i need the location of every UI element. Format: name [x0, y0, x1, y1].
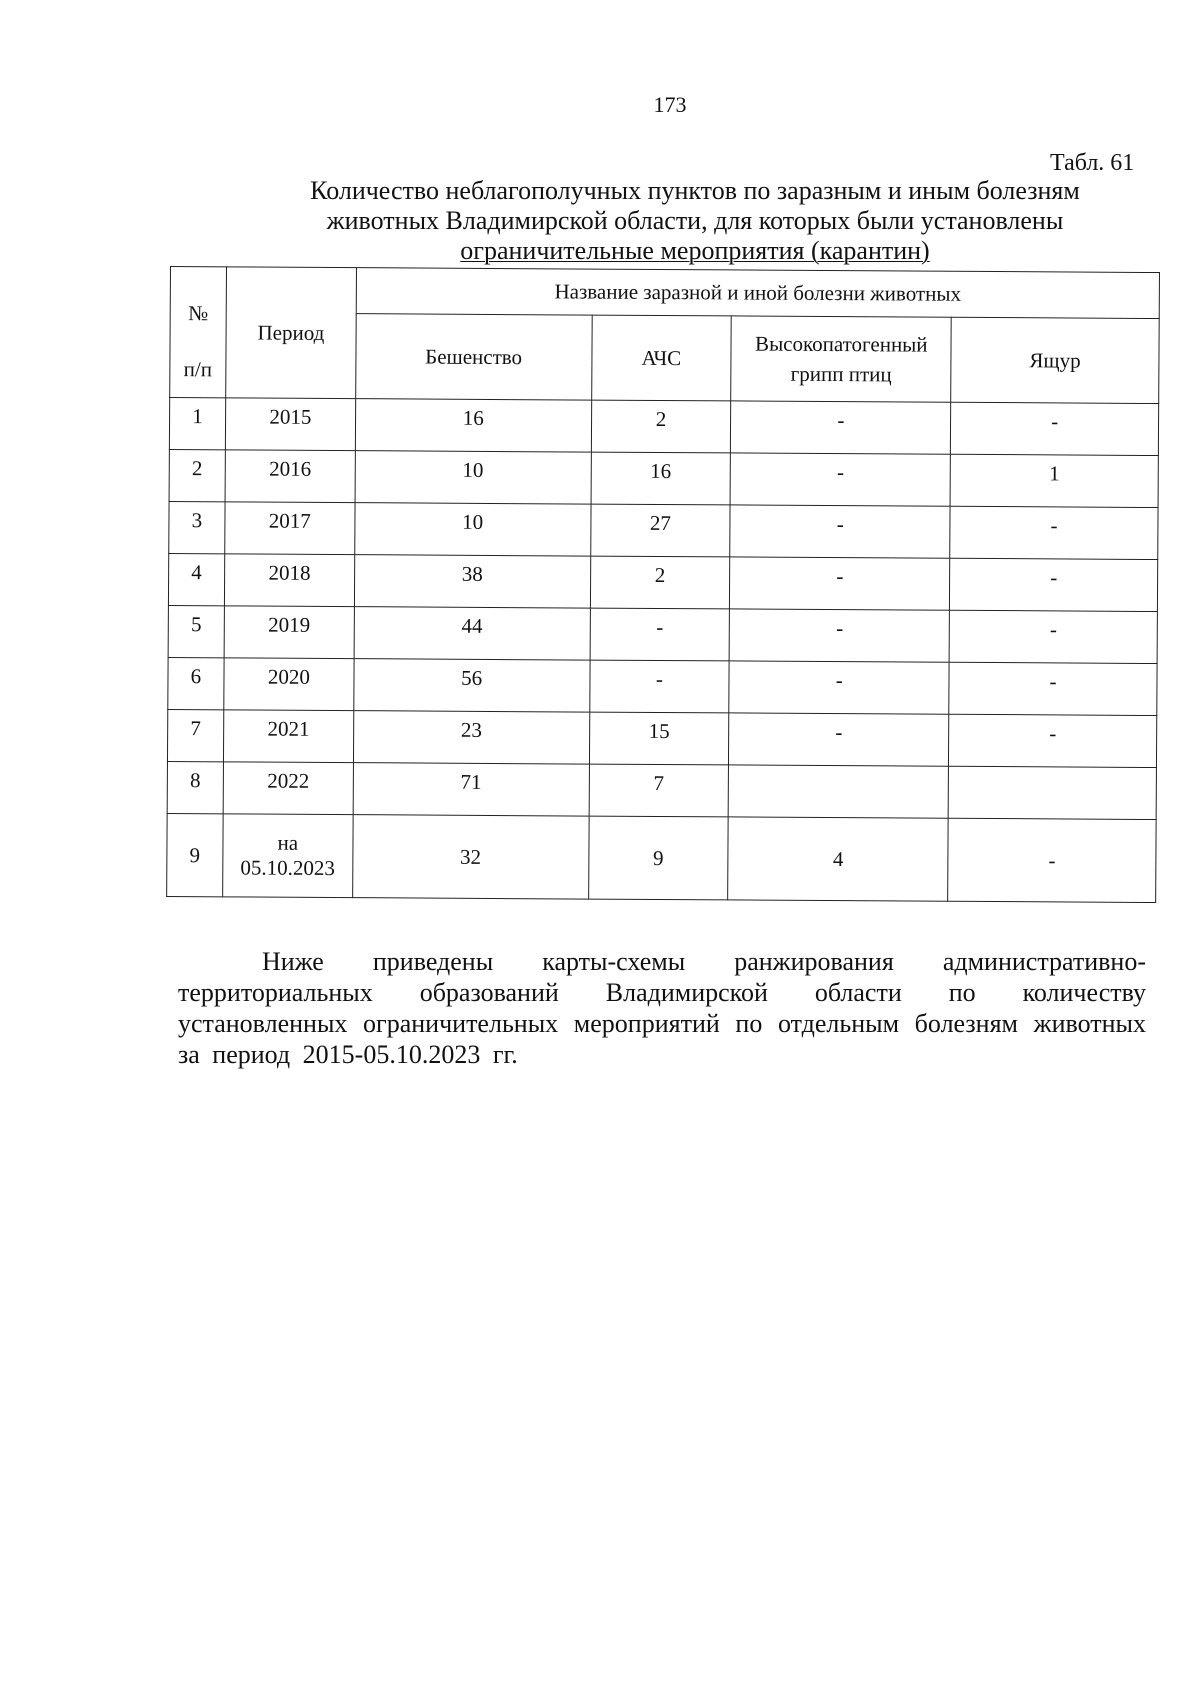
header-disease-group: Название заразной и иной болезни животных — [356, 268, 1159, 319]
cell-period: 2019 — [224, 606, 354, 659]
header-number-pp: п/п — [183, 357, 213, 382]
cell-period: 2018 — [224, 554, 354, 607]
cell-asf: 27 — [590, 504, 730, 557]
cell-avian-flu: - — [730, 557, 950, 610]
cell-rabies: 32 — [352, 815, 588, 899]
cell-rabies: 10 — [355, 451, 591, 504]
table-row — [167, 813, 1156, 902]
cell-avian-flu: - — [730, 505, 950, 558]
cell-number: 7 — [167, 709, 223, 761]
cell-period: 2022 — [223, 762, 353, 815]
cell-fmd: 1 — [950, 454, 1158, 507]
cell-rabies: 23 — [353, 711, 589, 764]
cell-period: 2017 — [225, 502, 355, 555]
table-row — [168, 553, 1157, 611]
cell-asf: 9 — [588, 816, 728, 900]
header-rabies: Бешенство — [356, 314, 592, 400]
table-row — [169, 398, 1158, 456]
cell-rabies: 10 — [355, 503, 591, 556]
cell-avian-flu: - — [729, 609, 949, 662]
cell-asf: 7 — [589, 764, 729, 817]
cell-fmd: - — [950, 506, 1158, 559]
cell-avian-flu: - — [729, 713, 949, 766]
cell-rabies: 16 — [355, 399, 591, 452]
table-row — [169, 449, 1158, 507]
cell-rabies: 56 — [354, 659, 590, 712]
table-label: Табл. 61 — [1050, 150, 1135, 176]
cell-avian-flu: 4 — [728, 817, 948, 901]
cell-number: 3 — [169, 501, 225, 553]
cell-number: 2 — [169, 449, 225, 501]
cell-period: 2020 — [224, 658, 354, 711]
cell-rabies: 71 — [353, 763, 589, 816]
cell-asf: 2 — [590, 556, 730, 609]
cell-avian-flu: - — [729, 661, 949, 714]
cell-period-prefix: на — [277, 830, 299, 855]
table-row — [168, 605, 1157, 663]
table-title-line-1: Количество неблагополучных пунктов по заразным и иным болезням — [310, 176, 1080, 205]
cell-fmd — [948, 766, 1156, 819]
cell-fmd: - — [951, 402, 1159, 455]
cell-asf: - — [590, 608, 730, 661]
cell-period: 2016 — [225, 450, 355, 503]
cell-rabies: 44 — [354, 607, 590, 660]
cell-period: 2015 — [225, 398, 355, 451]
body-paragraph: Ниже приведены карты-схемы ранжирования административно-территориальных образований Владимирской области по количеству установленных ограничительных мероприятий по отдельным болезням животных за период 2015-05.10.2023 гг. — [178, 947, 1146, 1069]
table-title — [230, 176, 1160, 266]
cell-number: 1 — [169, 398, 225, 450]
table-title-line-3: ограничительные мероприятия (карантин) — [460, 236, 930, 265]
cell-asf: 15 — [589, 712, 729, 765]
cell-number: 8 — [167, 761, 223, 813]
cell-fmd: - — [949, 610, 1157, 663]
cell-number: 4 — [168, 553, 224, 605]
cell-fmd: - — [948, 818, 1156, 902]
table-row — [169, 501, 1158, 559]
cell-fmd: - — [950, 558, 1158, 611]
header-number — [170, 267, 227, 398]
header-period: Период — [226, 267, 357, 399]
cell-asf: - — [589, 660, 729, 713]
page-number: 173 — [653, 92, 687, 117]
header-asf: АЧС — [591, 315, 731, 401]
cell-avian-flu: - — [731, 401, 951, 454]
cell-number: 5 — [168, 605, 224, 657]
header-avian-flu: Высокопатогенный грипп птиц — [731, 316, 951, 402]
cell-number: 6 — [168, 657, 224, 709]
table-row — [167, 761, 1156, 819]
cell-number: 9 — [167, 813, 223, 896]
table-row — [168, 657, 1157, 715]
cell-period-date: 05.10.2023 — [240, 855, 336, 881]
cell-avian-flu — [729, 765, 949, 818]
cell-period: 2021 — [223, 710, 353, 763]
header-fmd: Ящур — [951, 318, 1159, 404]
cell-asf: 16 — [591, 452, 731, 505]
quarantine-table — [166, 266, 1160, 903]
cell-rabies: 38 — [354, 555, 590, 608]
cell-avian-flu: - — [730, 453, 950, 506]
cell-fmd: - — [949, 662, 1157, 715]
cell-fmd: - — [949, 714, 1157, 767]
cell-asf: 2 — [591, 400, 731, 453]
header-number-symbol: № — [188, 301, 209, 326]
table-title-line-2: животных Владимирской области, для которых были установлены — [326, 206, 1064, 235]
table-row — [167, 709, 1156, 767]
cell-period — [223, 814, 353, 898]
